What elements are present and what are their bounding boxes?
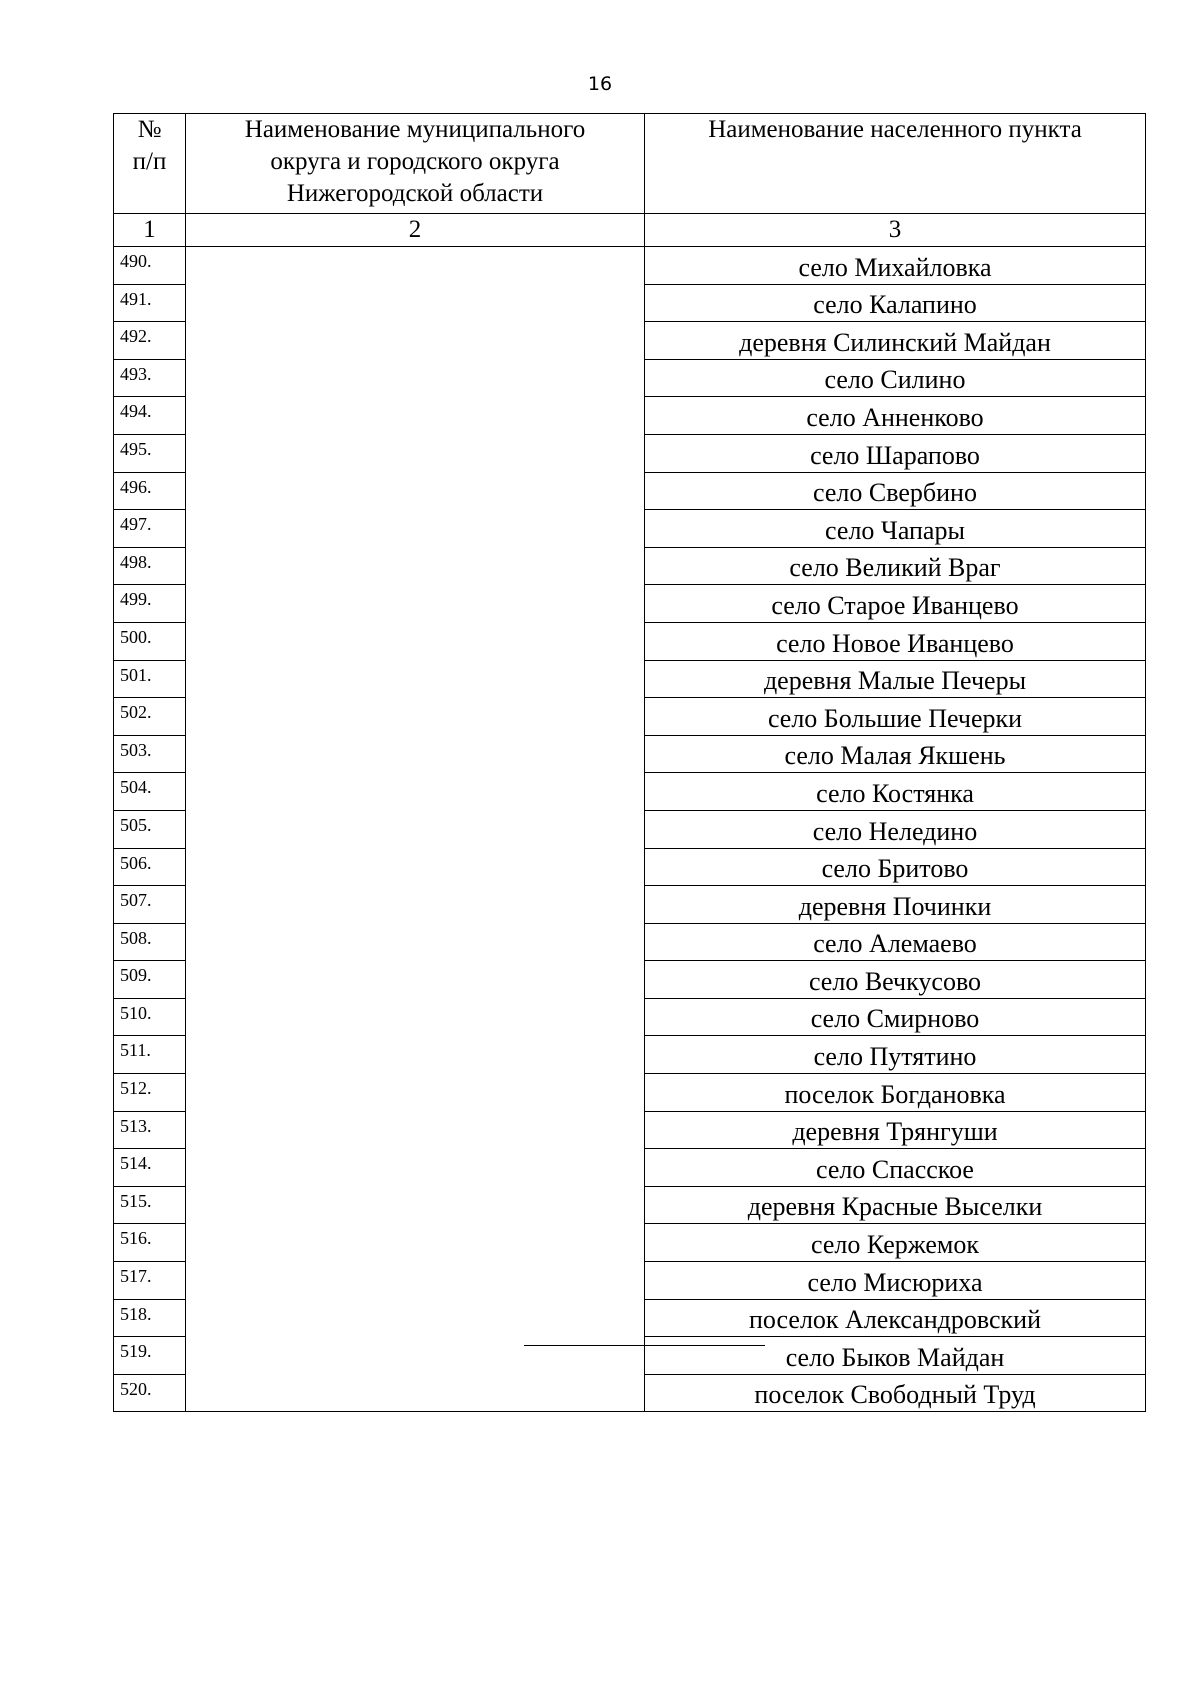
header-settlement: Наименование населенного пункта (645, 114, 1146, 214)
settlement-name: село Шарапово (645, 434, 1146, 472)
row-number: 516. (114, 1224, 186, 1262)
row-number: 491. (114, 284, 186, 322)
settlement-name: село Вечкусово (645, 961, 1146, 999)
row-number: 519. (114, 1337, 186, 1375)
column-index-3: 3 (645, 214, 1146, 247)
district-cell (186, 247, 645, 1412)
row-number: 509. (114, 961, 186, 999)
settlement-name: село Михайловка (645, 247, 1146, 285)
settlement-name: село Малая Якшень (645, 735, 1146, 773)
settlement-name: село Смирново (645, 998, 1146, 1036)
settlement-name: поселок Свободный Труд (645, 1374, 1146, 1412)
row-number: 507. (114, 886, 186, 924)
row-number: 517. (114, 1262, 186, 1300)
row-number: 505. (114, 810, 186, 848)
row-number: 520. (114, 1374, 186, 1412)
settlement-name: деревня Красные Выселки (645, 1186, 1146, 1224)
settlement-name: деревня Силинский Майдан (645, 322, 1146, 360)
settlement-name: деревня Малые Печеры (645, 660, 1146, 698)
row-number: 492. (114, 322, 186, 360)
column-index-1: 1 (114, 214, 186, 247)
table-header-row (114, 114, 1146, 214)
settlement-name: село Силино (645, 359, 1146, 397)
page-number: 16 (587, 73, 613, 95)
settlement-name: село Алемаево (645, 923, 1146, 961)
settlement-name: село Чапары (645, 510, 1146, 548)
settlement-name: село Кержемок (645, 1224, 1146, 1262)
settlement-name: село Путятино (645, 1036, 1146, 1074)
settlement-name: село Анненково (645, 397, 1146, 435)
settlement-name: село Свербино (645, 472, 1146, 510)
row-number: 495. (114, 434, 186, 472)
row-number: 504. (114, 773, 186, 811)
end-divider-line (524, 1345, 765, 1346)
settlement-name: село Спасское (645, 1149, 1146, 1187)
row-number: 494. (114, 397, 186, 435)
row-number: 497. (114, 510, 186, 548)
row-number: 496. (114, 472, 186, 510)
row-number: 502. (114, 698, 186, 736)
settlement-name: село Костянка (645, 773, 1146, 811)
row-number: 510. (114, 998, 186, 1036)
column-index-2: 2 (186, 214, 645, 247)
settlements-table (113, 113, 1146, 1412)
settlement-name: село Старое Иванцево (645, 585, 1146, 623)
row-number: 511. (114, 1036, 186, 1074)
row-number: 512. (114, 1074, 186, 1112)
settlement-name: село Калапино (645, 284, 1146, 322)
row-number: 508. (114, 923, 186, 961)
table-row (114, 247, 1146, 285)
settlement-name: село Быков Майдан (645, 1337, 1146, 1375)
row-number: 506. (114, 848, 186, 886)
settlement-name: поселок Богдановка (645, 1074, 1146, 1112)
row-number: 503. (114, 735, 186, 773)
row-number: 500. (114, 622, 186, 660)
row-number: 514. (114, 1149, 186, 1187)
row-number: 518. (114, 1299, 186, 1337)
row-number: 499. (114, 585, 186, 623)
header-district: Наименование муниципального округа и городского округа Нижегородской области (186, 114, 645, 214)
settlement-name: село Большие Печерки (645, 698, 1146, 736)
row-number: 498. (114, 547, 186, 585)
row-number: 501. (114, 660, 186, 698)
column-index-row (114, 214, 1146, 247)
settlement-name: деревня Починки (645, 886, 1146, 924)
settlement-name: деревня Трянгуши (645, 1111, 1146, 1149)
settlement-name: село Бритово (645, 848, 1146, 886)
settlement-name: село Великий Враг (645, 547, 1146, 585)
table-body (114, 247, 1146, 1412)
row-number: 515. (114, 1186, 186, 1224)
row-number: 490. (114, 247, 186, 285)
settlement-name: поселок Александровский (645, 1299, 1146, 1337)
settlement-name: село Новое Иванцево (645, 622, 1146, 660)
header-num: № п/п (114, 114, 186, 214)
settlement-name: село Мисюриха (645, 1262, 1146, 1300)
row-number: 493. (114, 359, 186, 397)
row-number: 513. (114, 1111, 186, 1149)
settlement-name: село Неледино (645, 810, 1146, 848)
